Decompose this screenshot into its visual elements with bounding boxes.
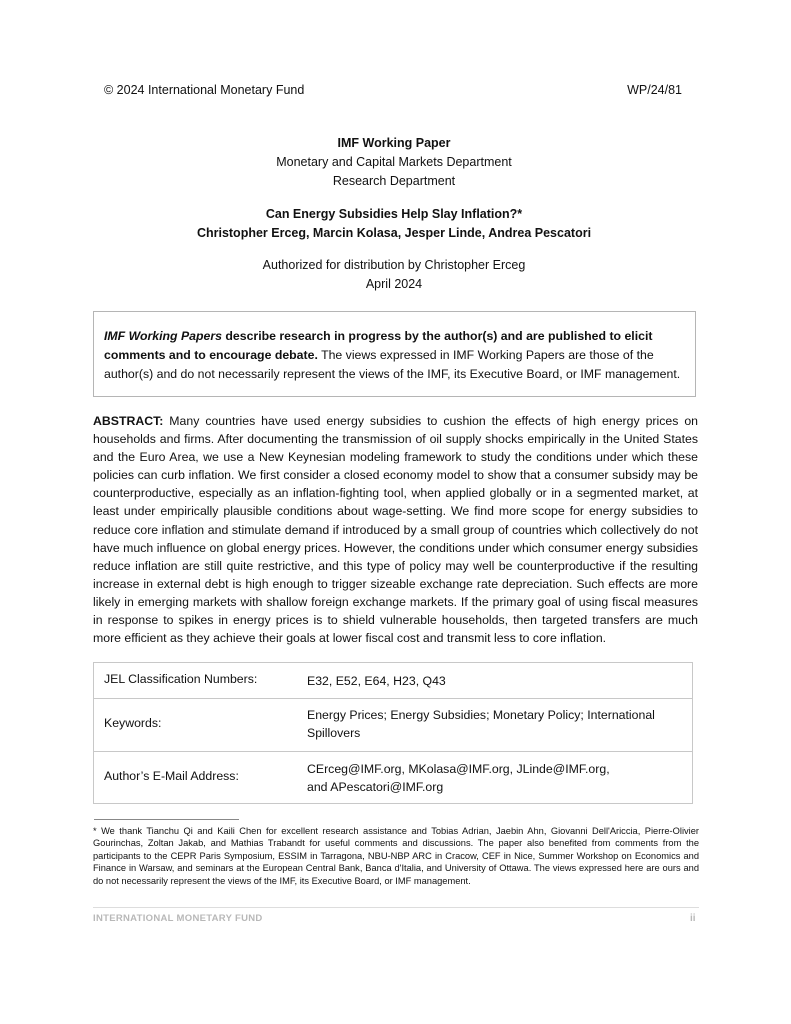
jel-value: E32, E52, E64, H23, Q43: [307, 674, 446, 688]
keywords-value: [307, 706, 677, 742]
email-value: [307, 760, 677, 796]
copyright-notice: © 2024 International Monetary Fund: [104, 83, 305, 97]
paper-title: Can Energy Subsidies Help Slay Inflation?*: [265, 207, 523, 221]
disclaimer-text: The views expressed in IMF Working Papers are those of the author(s) and do not necessarily represent the views of the IMF, its Executive Board, or IMF management.: [104, 348, 681, 381]
email-label: Author’s E-Mail Address:: [104, 769, 239, 783]
email-line-1: CErceg@IMF.org, MKolasa@IMF.org, JLinde@IMF.org,: [307, 762, 610, 776]
keywords-line-1: Energy Prices; Energy Subsidies; Monetary Policy; International: [307, 708, 655, 722]
department-2: Research Department: [332, 174, 456, 188]
footnote-divider: [94, 819, 239, 820]
footnote: * We thank Tianchu Qi and Kaili Chen for excellent research assistance and Tobias Adrian, Jaebin Ahn, Giovanni Dell'Ariccia, Pierre-Olivier Gourinchas, Zoltan Jakab, and Mathias Trabandt for useful comments and discussions. The paper also benefited from comments from the participants to the CEPR Paris Symposium, ESSIM in Tarragona, NBU-NBP ARC in Cracow, CEF in Nice, Summer Workshop on Economics and Finance in Warsaw, and seminars at the European Central Bank, Banca d'Italia, and University of Ottawa. The views expressed here are ours and do not necessarily represent the views of the IMF, its Executive Board, or IMF management.: [93, 826, 699, 886]
paper-authors: Christopher Erceg, Marcin Kolasa, Jesper Linde, Andrea Pescatori: [196, 226, 592, 240]
masthead: [94, 134, 694, 191]
abstract-text: Many countries have used energy subsidies to cushion the effects of high energy prices on households and firms. After documenting the transmission of oil supply shocks empirically in the United States and the Euro Area, we use a New Keynesian modeling framework to study the conditions under which these policies can curb inflation. We first consider a closed economy model to show that a consumer subsidy may be counterproductive, especially as an inflation-fighting tool, when applied globally or in a segmented market, at least under empirically plausible conditions about wage-setting. We find more scope for energy subsidies to reduce core inflation and stimulate demand if introduced by a small group of countries which collectively do not have much influence on global energy prices. However, the conditions under which consumer energy subsidies reduce inflation are still quite restrictive, and this type of policy may well be counterproductive if the resulting increase in external debt is high enough to trigger sizeable exchange rate depreciation. Such effects are more likely in emerging markets with shallow foreign exchange markets. If the primary goal of using fiscal measures in response to spikes in energy prices is to shield vulnerable households, then targeted transfers are much more efficient as they achieve their goals at lower fiscal cost and transmit less to core inflation.: [93, 414, 698, 646]
authorization-block: [94, 256, 694, 294]
publication-date: April 2024: [365, 277, 423, 291]
disclaimer-series-name: IMF Working Papers: [104, 329, 222, 343]
paper-number: WP/24/81: [627, 83, 682, 97]
footer-organization: INTERNATIONAL MONETARY FUND: [93, 913, 263, 924]
footer-divider: [93, 907, 699, 908]
authorization-line: Authorized for distribution by Christopher Erceg: [262, 258, 526, 272]
page-number: ii: [690, 913, 696, 924]
table-row-email: [94, 752, 692, 803]
title-block: [94, 205, 694, 243]
abstract-label: ABSTRACT:: [93, 414, 164, 428]
jel-label: JEL Classification Numbers:: [104, 672, 258, 686]
keywords-label: Keywords:: [104, 716, 162, 730]
series-title: IMF Working Paper: [337, 136, 451, 150]
abstract: [93, 412, 698, 647]
disclaimer-box: [93, 311, 696, 397]
email-line-2: and APescatori@IMF.org: [307, 780, 444, 794]
keywords-line-2: Spillovers: [307, 726, 361, 740]
metadata-table: [93, 662, 693, 804]
table-row-keywords: [94, 699, 692, 752]
department-1: Monetary and Capital Markets Department: [276, 155, 512, 169]
table-row-jel: [94, 663, 692, 699]
disclaimer-bold-text: describe research in progress by the author(s) and are published to elicit comments and to encourage debate.: [104, 329, 653, 362]
